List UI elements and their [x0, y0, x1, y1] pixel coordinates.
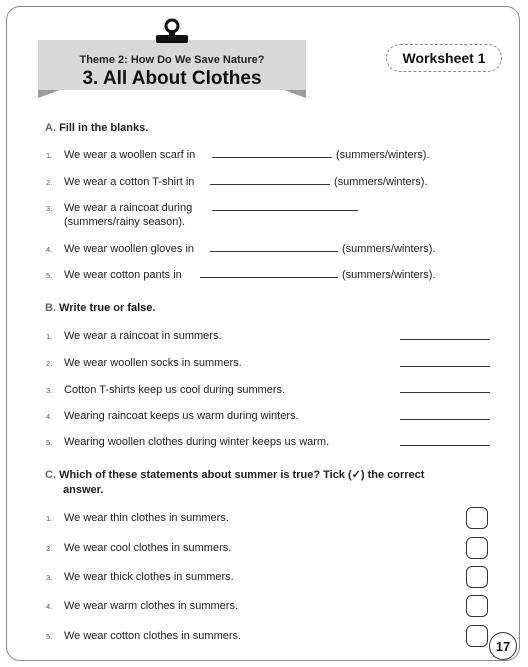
option-text: We wear cool clothes in summers.: [64, 542, 232, 554]
section-title-cont: answer.: [63, 484, 104, 496]
answer-blank[interactable]: [210, 242, 338, 252]
statement-text: Wearing raincoat keeps us warm during winters.: [64, 410, 299, 422]
tick-box[interactable]: [466, 595, 488, 617]
question-number: 3.: [46, 204, 53, 213]
answer-blank[interactable]: [212, 201, 358, 211]
clip-icon: [154, 18, 190, 46]
question-number: 1.: [46, 514, 53, 523]
question-text-before: We wear a woollen scarf in: [64, 149, 196, 161]
answer-blank[interactable]: [210, 175, 330, 185]
question-number: 4.: [46, 412, 53, 421]
answer-line[interactable]: [400, 419, 490, 420]
question-options: (summers/winters).: [336, 149, 430, 161]
option-text: We wear thin clothes in summers.: [64, 512, 229, 524]
word-true: true: [89, 302, 111, 314]
section-letter: B.: [45, 302, 56, 314]
section-a-heading: [45, 122, 148, 134]
question-number: 4.: [46, 602, 53, 611]
section-letter: C.: [45, 469, 56, 481]
section-b-heading: [45, 302, 155, 314]
answer-line[interactable]: [400, 366, 490, 367]
question-number: 5.: [46, 271, 53, 280]
option-text: We wear thick clothes in summers.: [64, 571, 234, 583]
statement-text: We wear woollen socks in summers.: [64, 357, 242, 369]
tick-box[interactable]: [466, 566, 488, 588]
question-number: 3.: [46, 386, 53, 395]
title-period: .: [152, 302, 156, 314]
question-number: 1.: [46, 332, 53, 341]
page-number: 17: [489, 632, 517, 660]
question-options: (summers/winters).: [334, 176, 428, 188]
section-title: Which of these statements about summer is true? Tick (✓) the correct: [59, 469, 425, 481]
tick-box[interactable]: [466, 507, 488, 529]
question-options: (summers/winters).: [342, 269, 436, 281]
question-number: 2.: [46, 359, 53, 368]
tick-box[interactable]: [466, 537, 488, 559]
question-text-before: We wear cotton pants in: [64, 269, 182, 281]
section-title: Fill in the blanks.: [59, 122, 149, 134]
question-text-before: We wear woollen gloves in: [64, 243, 195, 255]
worksheet-badge: Worksheet 1: [386, 44, 502, 72]
question-text-before: We wear a raincoat during: [64, 202, 193, 214]
statement-text: Cotton T-shirts keep us cool during summers.: [64, 384, 286, 396]
question-number: 4.: [46, 245, 53, 254]
question-number: 5.: [46, 632, 53, 641]
question-number: 2.: [46, 178, 53, 187]
answer-line[interactable]: [400, 392, 490, 393]
question-options: (summers/winters).: [342, 243, 436, 255]
answer-line[interactable]: [400, 445, 490, 446]
word-or: or: [113, 302, 125, 314]
title-banner: [38, 40, 306, 98]
section-c-heading: [45, 468, 424, 498]
statement-text: We wear a raincoat in summers.: [64, 330, 222, 342]
question-number: 5.: [46, 438, 53, 447]
question-number: 2.: [46, 544, 53, 553]
answer-blank[interactable]: [200, 268, 338, 278]
question-number: 3.: [46, 573, 53, 582]
section-title-pre: Write: [59, 302, 87, 314]
question-number: 1.: [46, 151, 53, 160]
section-letter: A.: [45, 122, 56, 134]
answer-blank[interactable]: [212, 148, 332, 158]
statement-text: Wearing woollen clothes during winter keeps us warm.: [64, 436, 330, 448]
option-text: We wear warm clothes in summers.: [64, 600, 239, 612]
answer-line[interactable]: [400, 339, 490, 340]
word-false: false: [127, 302, 153, 314]
tick-box[interactable]: [466, 625, 488, 647]
question-text-before: We wear a cotton T-shirt in: [64, 176, 195, 188]
option-text: We wear cotton clothes in summers.: [64, 630, 242, 642]
theme-title: Theme 2: How Do We Save Nature?: [79, 54, 265, 66]
chapter-title: 3. All About Clothes: [82, 68, 262, 89]
question-options: (summers/rainy season).: [64, 216, 186, 228]
